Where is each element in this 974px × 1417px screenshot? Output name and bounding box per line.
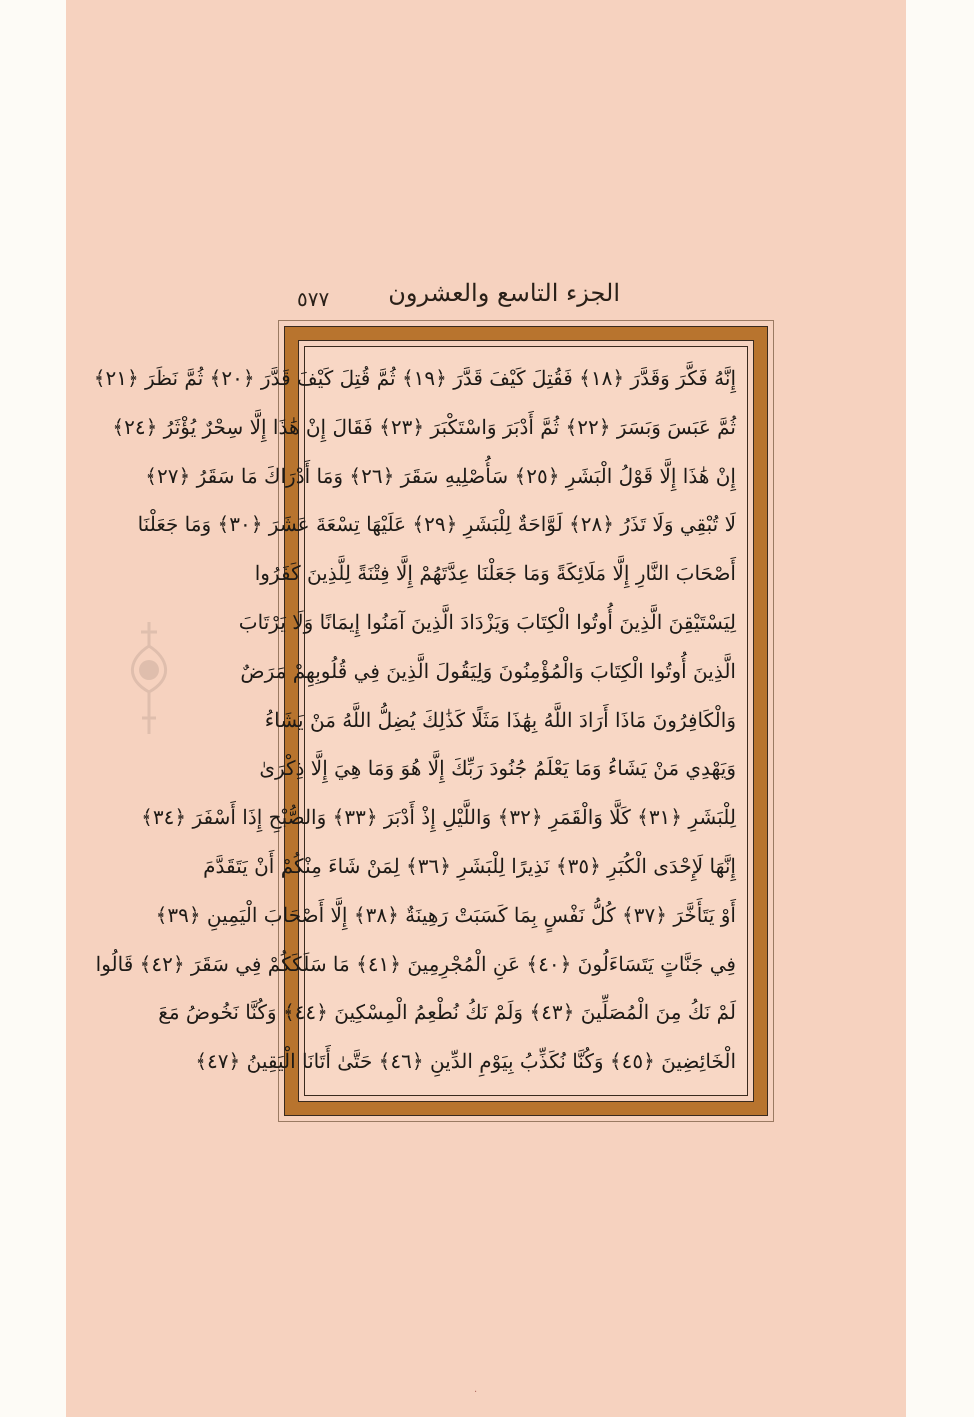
verse-line: لِيَسْتَيْقِنَ الَّذِينَ أُوتُوا الْكِتَابَ وَيَزْدَادَ الَّذِينَ آمَنُوا إِيمَانًا وَلَا يَرْتَابَ [238, 609, 736, 634]
verse-line: إِنَّهُ فَكَّرَ وَقَدَّرَ ﴿١٨﴾ فَقُتِلَ كَيْفَ قَدَّرَ ﴿١٩﴾ ثُمَّ قُتِلَ كَيْفَ قَدَّرَ ﴿٢٠﴾ ثُمَّ نَظَرَ ﴿٢١﴾ [93, 366, 736, 390]
page-mark-icon: ‧ [474, 1387, 478, 1398]
verse-line: إِنْ هَٰذَا إِلَّا قَوْلُ الْبَشَرِ ﴿٢٥﴾ سَأُصْلِيهِ سَقَرَ ﴿٢٦﴾ وَمَا أَدْرَاكَ مَا سَقَرُ ﴿٢٧﴾ [145, 463, 736, 488]
juz-header: الجزء التاسع والعشرون [388, 279, 620, 307]
verse-text-block [93, 354, 736, 1086]
page-number: ٥٧٧ [297, 287, 330, 311]
verse-line: فِي جَنَّاتٍ يَتَسَاءَلُونَ ﴿٤٠﴾ عَنِ الْمُجْرِمِينَ ﴿٤١﴾ مَا سَلَكَكُمْ فِي سَقَرَ ﴿٤٢﴾ قَالُوا [95, 951, 736, 976]
verse-line: ثُمَّ عَبَسَ وَبَسَرَ ﴿٢٢﴾ ثُمَّ أَدْبَرَ وَاسْتَكْبَرَ ﴿٢٣﴾ فَقَالَ إِنْ هَٰذَا إِلَّا سِحْرٌ يُؤْثَرُ ﴿٢٤﴾ [112, 414, 736, 439]
verse-line: وَيَهْدِي مَنْ يَشَاءُ وَمَا يَعْلَمُ جُنُودَ رَبِّكَ إِلَّا هُوَ وَمَا هِيَ إِلَّا ذِكْرَىٰ [259, 756, 736, 781]
margin-ornament-icon [112, 618, 186, 738]
verse-line: إِنَّهَا لَإِحْدَى الْكُبَرِ ﴿٣٥﴾ نَذِيرًا لِلْبَشَرِ ﴿٣٦﴾ لِمَنْ شَاءَ مِنْكُمْ أَنْ يَتَقَدَّمَ [203, 853, 736, 878]
verse-line: أَصْحَابَ النَّارِ إِلَّا مَلَائِكَةً وَمَا جَعَلْنَا عِدَّتَهُمْ إِلَّا فِتْنَةً لِلَّذِينَ كَفَرُوا [254, 561, 736, 586]
verse-line: لَا تُبْقِي وَلَا تَذَرُ ﴿٢٨﴾ لَوَّاحَةٌ لِلْبَشَرِ ﴿٢٩﴾ عَلَيْهَا تِسْعَةَ عَشَرَ ﴿٣٠﴾ وَمَا جَعَلْنَا [137, 512, 736, 537]
verse-line: الْخَائِضِينَ ﴿٤٥﴾ وَكُنَّا نُكَذِّبُ بِيَوْمِ الدِّينِ ﴿٤٦﴾ حَتَّىٰ أَتَانَا الْيَقِينُ ﴿٤٧﴾ [195, 1049, 736, 1074]
verse-line: لِلْبَشَرِ ﴿٣١﴾ كَلَّا وَالْقَمَرِ ﴿٣٢﴾ وَاللَّيْلِ إِذْ أَدْبَرَ ﴿٣٣﴾ وَالصُّبْحِ إِذَا أَسْفَرَ ﴿٣٤﴾ [141, 805, 736, 830]
verse-line: أَوْ يَتَأَخَّرَ ﴿٣٧﴾ كُلُّ نَفْسٍ بِمَا كَسَبَتْ رَهِينَةٌ ﴿٣٨﴾ إِلَّا أَصْحَابَ الْيَمِينِ ﴿٣٩﴾ [155, 902, 736, 927]
verse-line: لَمْ نَكُ مِنَ الْمُصَلِّينَ ﴿٤٣﴾ وَلَمْ نَكُ نُطْعِمُ الْمِسْكِينَ ﴿٤٤﴾ وَكُنَّا نَخُوضُ مَعَ [158, 1000, 736, 1025]
verse-line: وَالْكَافِرُونَ مَاذَا أَرَادَ اللَّهُ بِهَٰذَا مَثَلًا كَذَٰلِكَ يُضِلُّ اللَّهُ مَنْ يَشَاءُ [264, 707, 736, 732]
verse-line: الَّذِينَ أُوتُوا الْكِتَابَ وَالْمُؤْمِنُونَ وَلِيَقُولَ الَّذِينَ فِي قُلُوبِهِمْ مَرَضٌ [240, 658, 736, 683]
